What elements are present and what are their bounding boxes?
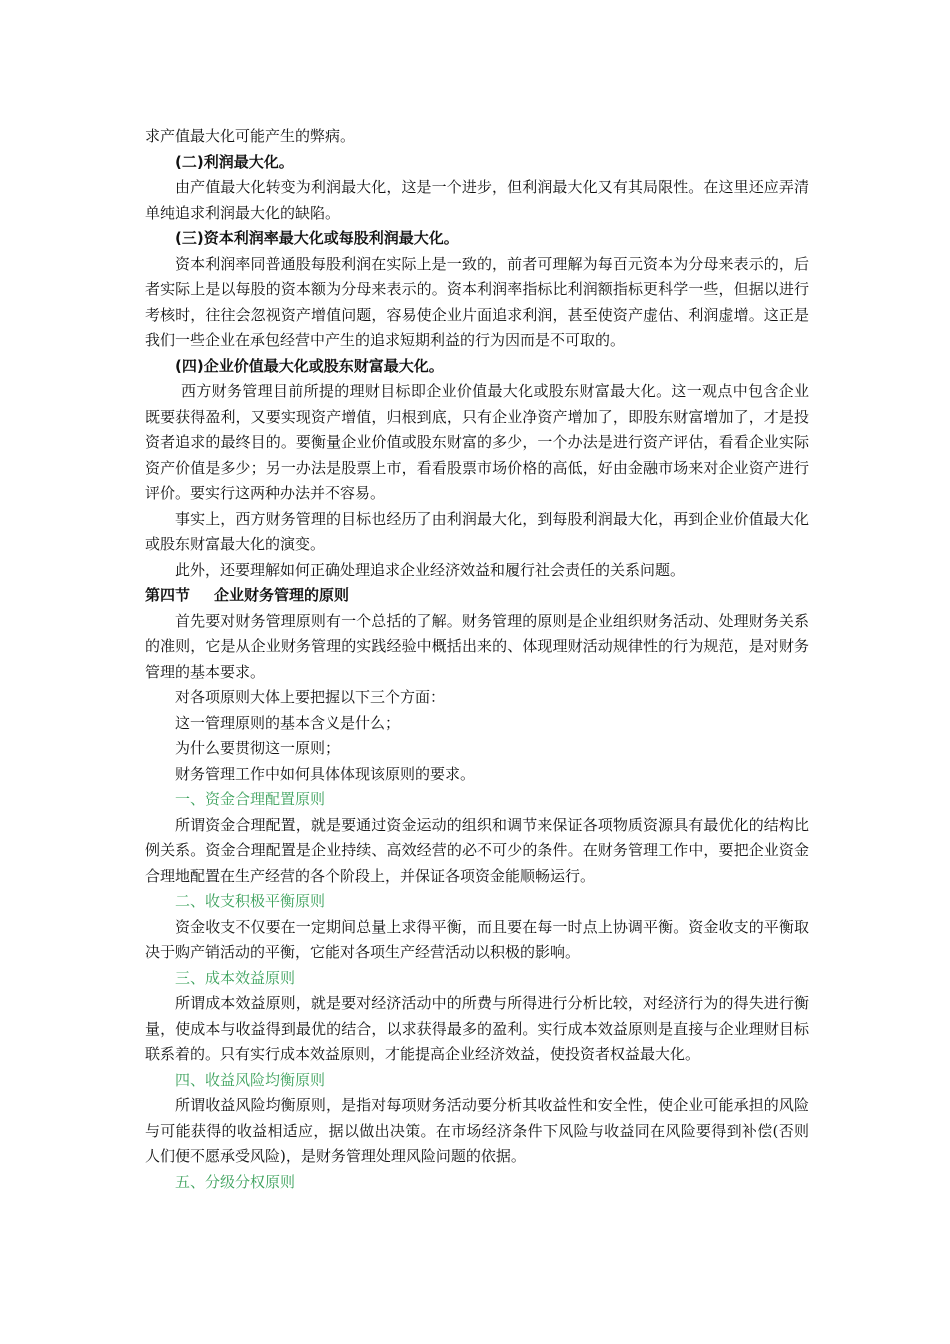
paragraph-principle-4: 所谓收益风险均衡原则，是指对每项财务活动要分析其收益性和安全性，使企业可能承担的风险与可能获得的收益相适应，据以做出决策。在市场经济条件下风险与收益同在风险要得到补偿(否则人们便不愿承受风险)，是财务管理处理风险问题的依据。 — [145, 1096, 809, 1165]
list-item-meaning: 这一管理原则的基本含义是什么； — [175, 713, 401, 732]
paragraph-enterprise-value: 西方财务管理目前所提的理财目标即企业价值最大化或股东财富最大化。这一观点中包含企业既要获得盈利，又要实现资产增值，归根到底，只有企业净资产增加了，即股东财富增加了，才是投资者追求的最终目的。要衡量企业价值或股东财富的多少，一个办法是进行资产评估，看看企业实际资产价值是多少；另一办法是股票上市，看看股票市场价格的高低，好由金融市场来对企业资产进行评价。要实行这两种办法并不容易。 — [145, 382, 809, 502]
section-number: 第四节 — [145, 586, 191, 604]
paragraph-principles-overview: 首先要对财务管理原则有一个总括的了解。财务管理的原则是企业组织财务活动、处理财务关系的准则，它是从企业财务管理的实践经验中概括出来的、体现理财活动规律性的行为规范，是对财务管理的基本要求。 — [145, 611, 809, 681]
principle-heading-3: 三、成本效益原则 — [175, 968, 296, 987]
principle-heading-1: 一、资金合理配置原则 — [175, 790, 326, 808]
list-item-why: 为什么要贯彻这一原则； — [175, 739, 341, 757]
subheading-profit-max: (二)利润最大化。 — [175, 152, 294, 171]
paragraph-social-responsibility: 此外，还要理解如何正确处理追求企业经济效益和履行社会责任的关系问题。 — [175, 560, 686, 579]
list-item-how: 财务管理工作中如何具体体现该原则的要求。 — [175, 764, 476, 783]
paragraph-evolution: 事实上，西方财务管理的目标也经历了由利润最大化，到每股利润最大化，再到企业价值最大化或股东财富最大化的演变。 — [145, 509, 809, 553]
paragraph-capital-return: 资本利润率同普通股每股利润在实际上是一致的，前者可理解为每百元资本为分母来表示的，后者实际上是以每股的资本额为分母来表示的。资本利润率指标比利润额指标更科学一些，但据以进行考核时，往往会忽视资产增值问题，容易使企业片面追求利润，甚至使资产虚估、利润虚增。这正是我们一些企业在承包经营中产生的追求短期利益的行为因而是不可取的。 — [145, 254, 809, 349]
document-body — [145, 124, 809, 1195]
paragraph-principle-1: 所谓资金合理配置，就是要通过资金运动的组织和调节来保证各项物质资源具有最优化的结构比例关系。资金合理配置是企业持续、高效经营的必不可少的条件。在财务管理工作中，要把企业资金合理地配置在生产经营的各个阶段上，并保证各项资金能顺畅运行。 — [145, 815, 809, 885]
principle-heading-5: 五、分级分权原则 — [175, 1172, 296, 1191]
principle-heading-4: 四、收益风险均衡原则 — [175, 1070, 326, 1089]
principle-heading-2: 二、收支积极平衡原则 — [175, 892, 326, 910]
section-heading — [145, 583, 809, 609]
paragraph-three-aspects: 对各项原则大体上要把握以下三个方面： — [175, 688, 446, 706]
section-title: 企业财务管理的原则 — [214, 586, 350, 604]
paragraph-principle-3: 所谓成本效益原则，就是要对经济活动中的所费与所得进行分析比较，对经济行为的得失进行衡量，使成本与收益得到最优的结合，以求获得最多的盈利。实行成本效益原则是直接与企业理财目标联系着的。只有实行成本效益原则，才能提高企业经济效益，使投资者权益最大化。 — [145, 994, 809, 1063]
paragraph-intro-tail: 求产值最大化可能产生的弊病。 — [145, 127, 356, 145]
subheading-enterprise-value: (四)企业价值最大化或股东财富最大化。 — [175, 356, 444, 375]
paragraph-profit-max: 由产值最大化转变为利润最大化，这是一个进步，但利润最大化又有其局限性。在这里还应弄清单纯追求利润最大化的缺陷。 — [145, 178, 809, 222]
subheading-capital-return: (三)资本利润率最大化或每股利润最大化。 — [175, 229, 459, 247]
paragraph-principle-2: 资金收支不仅要在一定期间总量上求得平衡，而且要在每一时点上协调平衡。资金收支的平衡取决于购产销活动的平衡，它能对各项生产经营活动以积极的影响。 — [145, 917, 809, 961]
